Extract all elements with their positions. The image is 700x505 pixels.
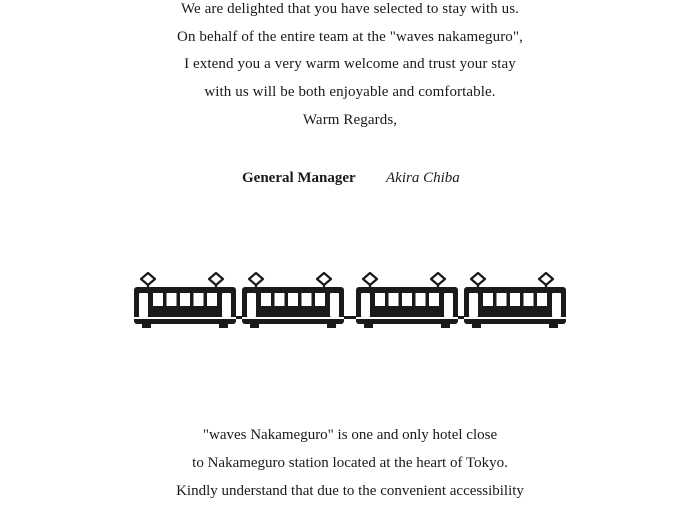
pantograph — [471, 273, 485, 285]
signature-name: Akira Chiba — [386, 170, 460, 186]
pantograph — [539, 273, 553, 285]
train-icon — [134, 272, 566, 330]
welcome-line: I extend you a very warm welcome and trust your stay — [184, 56, 516, 73]
car-coupler — [236, 316, 242, 319]
car-window — [416, 293, 426, 306]
pantograph — [317, 273, 331, 285]
car-stripe — [356, 317, 458, 319]
car-wheel — [250, 324, 259, 328]
car-window — [180, 293, 190, 306]
pantograph — [141, 273, 155, 285]
car-coupler — [458, 316, 464, 319]
car-door — [247, 293, 256, 317]
car-wheel — [142, 324, 151, 328]
car-window — [153, 293, 163, 306]
signature-title: General Manager — [242, 170, 356, 186]
car-door — [330, 293, 339, 317]
car-window — [510, 293, 520, 306]
pantograph — [363, 273, 377, 285]
car-coupler — [344, 316, 356, 319]
car-window — [402, 293, 412, 306]
car-window — [167, 293, 177, 306]
car-window — [288, 293, 298, 306]
description-line: "waves Nakameguro" is one and only hotel close — [202, 427, 498, 443]
car-window — [389, 293, 399, 306]
hotel-description — [0, 421, 700, 505]
car-wheel — [364, 324, 373, 328]
car-door — [444, 293, 453, 317]
description-line: Kindly understand that due to the convenient accessibility — [176, 483, 524, 499]
car-door — [222, 293, 231, 317]
car-window — [429, 293, 439, 306]
car-door — [139, 293, 148, 317]
welcome-line: We are delighted that you have selected to stay with us. — [180, 1, 520, 17]
car-window — [302, 293, 312, 306]
car-door — [469, 293, 478, 317]
pantograph — [209, 273, 223, 285]
car-window — [194, 293, 204, 306]
car-stripe — [464, 317, 566, 319]
welcome-line: On behalf of the entire team at the "waves nakameguro", — [177, 28, 523, 45]
car-stripe — [242, 317, 344, 319]
car-wheel — [472, 324, 481, 328]
car-wheel — [327, 324, 336, 328]
pantograph — [431, 273, 445, 285]
closing-line: Warm Regards, — [302, 111, 398, 128]
car-wheel — [549, 324, 558, 328]
car-stripe — [134, 317, 236, 319]
car-window — [207, 293, 217, 306]
car-wheel — [441, 324, 450, 328]
car-window — [315, 293, 325, 306]
car-window — [261, 293, 271, 306]
car-window — [497, 293, 507, 306]
car-window — [537, 293, 547, 306]
car-window — [483, 293, 493, 306]
car-door — [552, 293, 561, 317]
welcome-message — [0, 0, 700, 135]
car-window — [275, 293, 285, 306]
car-window — [524, 293, 534, 306]
welcome-line: with us will be both enjoyable and comfortable. — [204, 84, 496, 101]
description-line: to Nakameguro station located at the heart of Tokyo. — [192, 455, 508, 471]
car-wheel — [219, 324, 228, 328]
pantograph — [249, 273, 263, 285]
car-door — [361, 293, 370, 317]
car-window — [375, 293, 385, 306]
